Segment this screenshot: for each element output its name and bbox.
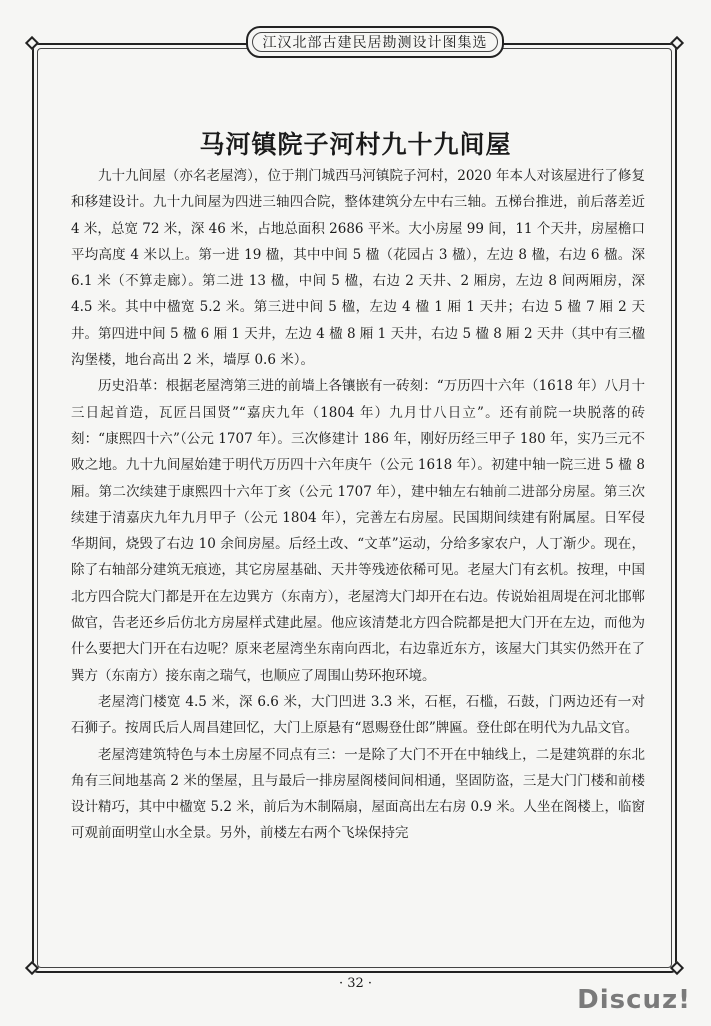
header-banner — [246, 26, 504, 58]
book-title: 江汉北部古建民居勘测设计图集选 — [262, 35, 488, 51]
paragraph: 历史沿革：根据老屋湾第三进的前墙上各镶嵌有一砖刻：“万历四十六年（1618 年）八月十三日起首造，瓦匠吕国贤”“嘉庆九年（1804 年）九月廿八日立”。还有前院一块脱落的砖刻：“康熙四十六”（公元 1707 年）。三次修建计 186 年，刚好历经三甲子 180 年，实乃三元不败之地。九十九间屋始建于明代万历四十六年庚午（公元 1618 年）。初建中轴一院三进 5 楹 8 厢。第二次续建于康熙四十六年丁亥（公元 1707 年），建中轴左右轴前二进部分房屋。第三次续建于清嘉庆九年九月甲子（公元 1804 年），完善左右房屋。民国期间续建有附属屋。日军侵华期间，烧毁了右边 10 余间房屋。后经土改、“文革”运动，分给多家农户，人丁渐少。现在，除了右轴部分建筑无痕迹，其它房屋基础、天井等残迹依稀可见。老屋大门有玄机。按理，中国北方四合院大门都是开在左边巽方（东南方），老屋湾大门却开在右边。传说始祖周堤在河北邯郸做官，告老还乡后仿北方房屋样式建此屋。他应该清楚北方四合院都是把大门开在左边，而他为什么要把大门开在右边呢？原来老屋湾坐东南向西北，右边靠近东方，该屋大门其实仍然开在了巽方（东南方）接东南之瑞气，也顺应了周围山势环抱环境。 — [71, 378, 645, 684]
page-title: 马河镇院子河村九十九间屋 — [199, 129, 512, 159]
page-number: · 32 · — [333, 976, 378, 991]
article-body — [71, 163, 645, 847]
paragraph: 九十九间屋（亦名老屋湾），位于荆门城西马河镇院子河村，2020 年本人对该屋进行了修复和移建设计。九十九间屋为四进三轴四合院，整体建筑分左中右三轴。五梯台推进，前后落差近 4 米，总宽 72 米，深 46 米，占地总面积 2686 平米。大小房屋 99 间，11 个天井，房屋檐口平均高度 4 米以上。第一进 19 楹，其中中间 5 楹（花园占 3 楹），左边 8 楹，右边 6 楹。深 6.1 米（不算走廊）。第二进 13 楹，中间 5 楹，右边 2 天井、2 厢房，左边 8 间两厢房，深 4.5 米。其中中楹宽 5.2 米。第三进中间 5 楹，左边 4 楹 1 厢 1 天井；右边 5 楹 7 厢 2 天井。第四进中间 5 楹 6 厢 1 天井，左边 4 楹 8 厢 1 天井，右边 5 楹 8 厢 2 天井（其中有三楹沟堡楼，地台高出 2 米，墙厚 0.6 米）。 — [71, 168, 645, 369]
watermark-logo: Discuz! — [577, 985, 691, 1015]
paragraph: 老屋湾建筑特色与本土房屋不同点有三：一是除了大门不开在中轴线上，二是建筑群的东北角有三间地基高 2 米的堡屋，且与最后一排房屋阁楼间间相通，坚固防盗，三是大门门楼和前楼设计精巧，其中中楹宽 5.2 米，前后为木制隔扇，屋面高出左右房 0.9 米。人坐在阁楼上，临窗可观前面明堂山水全景。另外，前楼左右两个飞垛保持完 — [71, 746, 645, 842]
paragraph: 老屋湾门楼宽 4.5 米，深 6.6 米，大门凹进 3.3 米，石框，石槛，石鼓，门两边还有一对石狮子。按周氏后人周昌建回忆，大门上原悬有“恩赐登仕郎”牌匾。登仕郎在明代为九品文官。 — [71, 693, 645, 737]
